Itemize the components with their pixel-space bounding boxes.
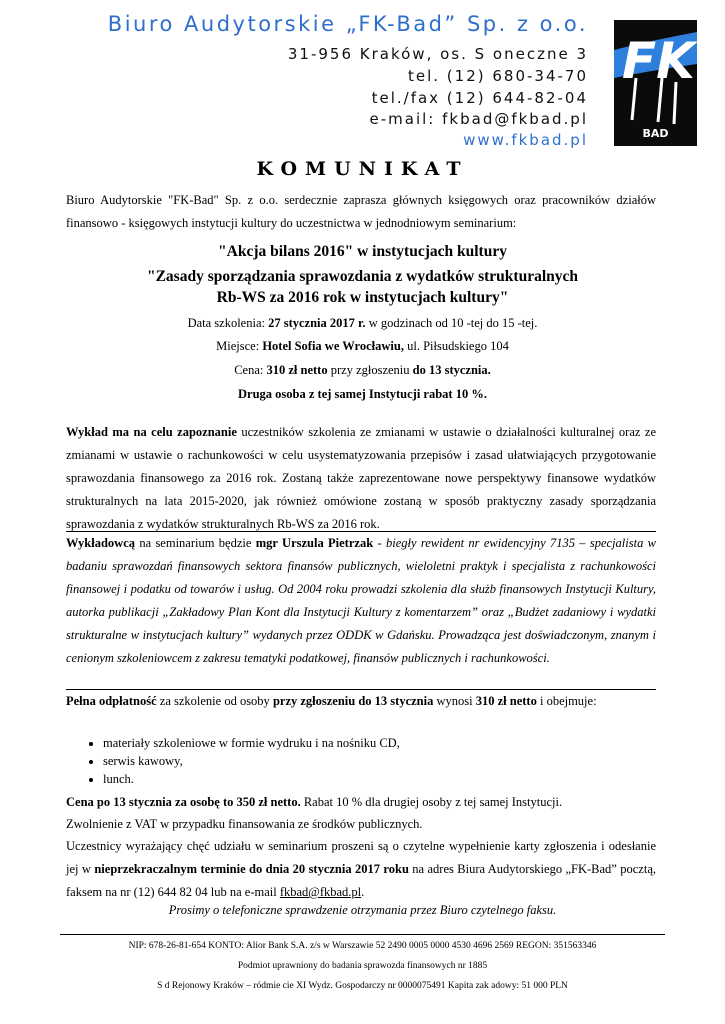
fax-confirm-note: Prosimy o telefoniczne sprawdzenie otrzymania przez Biuro czytelnego faksu. [168,903,557,917]
date-label: Data szkolenia: [187,316,269,330]
registration-text: . [361,885,365,899]
payment-text: za szkolenie od osoby [156,694,273,708]
price-mid: przy zgłoszeniu [327,363,413,377]
registration-text: na adres Biura Audytorskiego „FK-Bad” pocztą, faksem na nr (12) 644 82 04 lub na e-mail [66,862,656,899]
payment-text: i obejmuje: [536,694,597,708]
place-rest: ul. Piłsudskiego 104 [403,339,509,353]
payment-paragraph [66,690,656,713]
company-logo [614,20,697,146]
price-value: 310 zł netto [266,363,328,377]
seminar-title-1: "Akcja bilans 2016" w instytucjach kultury [218,243,507,260]
company-name: Biuro Audytorskie „FK-Bad” Sp. z o.o. [107,12,588,36]
vat-note: Zwolnienie z VAT w przypadku finansowania ze środków publicznych. [66,817,423,831]
late-price [66,791,656,814]
seminar-title-2a: "Zasady sporządzania sprawozdania z wydatków strukturalnych [146,268,579,285]
payment-amount: 310 zł netto [475,694,537,708]
list-item: • materiały szkoleniowe w formie wydruku i na nośniku CD, [103,734,400,752]
intro-paragraph: Biuro Audytorskie "FK-Bad" Sp. z o.o. serdecznie zaprasza głównych księgowych oraz pracowników działów finansowo - księgowych instytucji kultury do uczestnictwa w jednodniowym seminarium: [66,193,656,230]
included-items-list [66,734,400,788]
seminar-place [60,335,665,357]
lecturer-mid: na seminarium będzie [135,536,256,550]
company-phone: tel. (12) 680-34-70 [407,67,588,85]
payment-lead: Pełna odpłatność [66,694,157,708]
registration-text: Uczestnicy wyrażający chęć udziału w seminarium proszeni są o czytelne wypełnienie karty zgłoszenia i odesłanie jej w [66,839,656,876]
svg-text:FK: FK [622,32,695,90]
footer-line-3: S d Rejonowy Kraków – ródmie cie XI Wydz. Gospodarczy nr 0000075491 Kapita zak adowy: 51 000 PLN [157,981,568,991]
lecturer-lead: Wykładowcą [66,536,135,550]
seminar-discount: Druga osoba z tej samej Instytucji rabat 10 %. [238,387,487,401]
registration-deadline: nieprzekraczalnym terminie do dnia 20 stycznia 2017 roku [94,862,409,876]
registration-paragraph [66,835,656,904]
lecturer-bio: - biegły rewident nr ewidencyjny 7135 – specjalista w badaniu sprawozdań finansowych sektora finansów publicznych, wieloletni praktyk i specjalista z rachunkowości finansowej i podatku od towarów i usług. Od 2004 roku prowadzi szkolenia dla służb finansowych Instytucji Kultury, autorka publikacji „Zakładowy Plan Kont dla Instytucji Kultury z komentarzem” oraz „Budżet zadaniowy i wydatki strukturalne w instytucjach kultury” wydanych przez ODDK w Gdańsku. Prowadząca jest doświadczonym, znanym i cenionym szkoleniowcem z zakresu tematyki podatkowej, finansów publicznych i rachunkowości. [66,536,656,665]
seminar-price [60,359,665,381]
payment-text: wynosi [433,694,476,708]
list-item: • serwis kawowy, [103,752,400,770]
list-item: • lunch. [103,770,400,788]
place-value: Hotel Sofia we Wrocławiu, [262,339,404,353]
lecture-lead: Wykład ma na celu zapoznanie [66,425,237,439]
logo-text: BAD [642,127,669,140]
seminar-title-2b: Rb-WS za 2016 rok w instytucjach kultury" [216,289,509,306]
lecturer-paragraph [66,532,656,670]
footer-line-2: Podmiot uprawniony do badania sprawozda finansowych nr 1885 [237,961,488,971]
price-label: Cena: [234,363,267,377]
lecture-paragraph [66,421,656,536]
lecturer-name: mgr Urszula Pietrzak [255,536,374,550]
footer-divider [60,934,665,935]
registration-email-link[interactable]: fkbad@fkbad.pl [279,885,362,899]
company-address: 31-956 Kraków, os. S oneczne 3 [287,45,588,63]
late-price-bold: Cena po 13 stycznia za osobę to 350 zł netto. [66,795,301,809]
date-rest: w godzinach od 10 -tej do 15 -tej. [365,316,538,330]
late-price-rest: Rabat 10 % dla drugiej osoby z tej samej Instytucji. [300,795,563,809]
footer-line-1: NIP: 678-26-81-654 KONTO: Alior Bank S.A. z/s w Warszawie 52 2490 0005 0000 4530 4696 2569 REGON: 351563346 [128,941,597,951]
lecture-text: uczestników szkolenia ze zmianami w ustawie o działalności kulturalnej oraz ze zmianami w ustawie o rachunkowości w celu usystematyzowania przepisów i zasad ułatwiających przygotowanie sprawozdania finansowego za 2016 rok. Zostaną także zaprezentowane nowe perspektywy finansowe wydatków strukturalnych na lata 2015-2020, jak również omówione zostaną w sposób praktyczny zasady sporządzania sprawozdania z wydatków strukturalnych Rb-WS za 2016 rok. [66,425,656,531]
company-email[interactable]: e-mail: fkbad@fkbad.pl [369,110,588,128]
company-fax: tel./fax (12) 644-82-04 [371,89,588,107]
page-title: KOMUNIKAT [256,158,469,180]
date-value: 27 stycznia 2017 r. [268,316,366,330]
payment-deadline: przy zgłoszeniu do 13 stycznia [272,694,434,708]
place-label: Miejsce: [216,339,263,353]
seminar-date [60,312,665,334]
price-deadline: do 13 stycznia. [412,363,491,377]
company-website[interactable]: www.fkbad.pl [463,131,588,149]
